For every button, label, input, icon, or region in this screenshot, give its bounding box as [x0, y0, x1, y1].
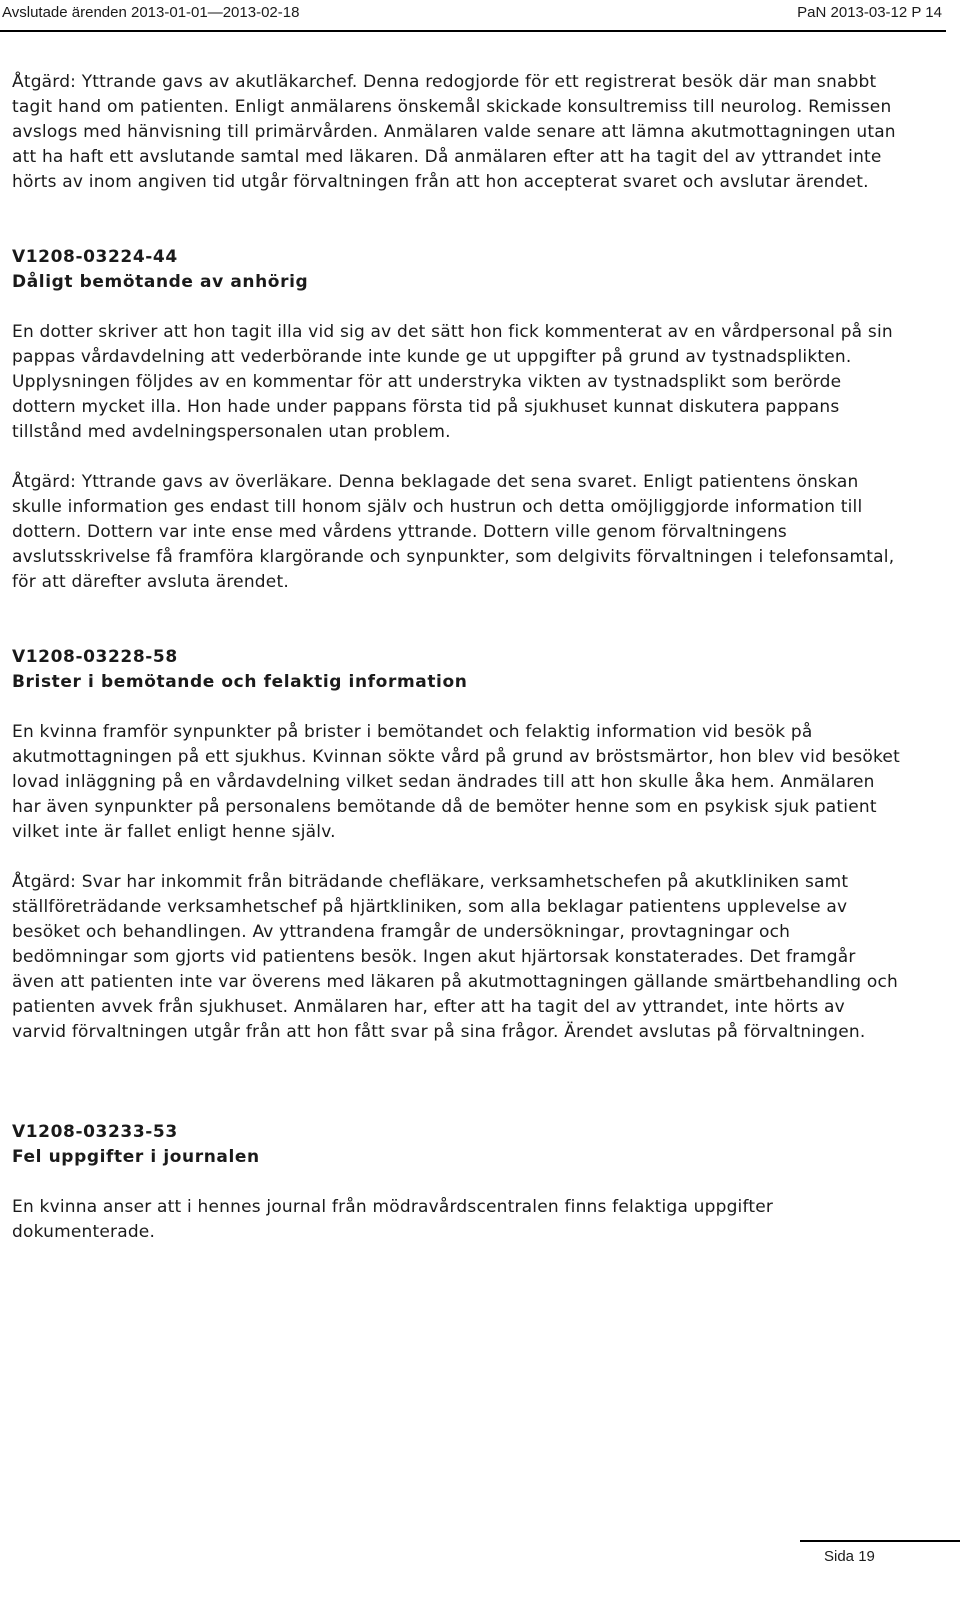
case-title: Fel uppgifter i journalen [12, 1147, 260, 1167]
case-section [12, 245, 902, 595]
case-title: Dåligt bemötande av anhörig [12, 272, 309, 292]
header-meeting-reference: PaN 2013-03-12 P 14 [797, 4, 942, 21]
case-description: En kvinna framför synpunkter på brister i bemötandet och felaktig information vid besök på akutmottagningen på ett sjukhus. Kvinnan sökte vård på grund av bröstsmärtor, hon blev vid besöket lovad inläggning på en vårdavdelning vilket sedan ändrades till att hon skulle åka hem. Anmälaren har även synpunkter på personalens bemötande då de bemöter henne som en psykisk sjuk patient vilket inte är fallet enligt henne själv. [12, 722, 900, 842]
header-report-title: Avslutade ärenden 2013-01-01—2013-02-18 [2, 4, 300, 21]
case-section [12, 1120, 902, 1245]
document-body [12, 70, 902, 1245]
case-action: Åtgärd: Svar har inkommit från biträdande chefläkare, verksamhetschefen på akutkliniken samt ställföreträdande verksamhetschef på hjärtkliniken, som alla beklagar patientens upplevelse av besöket och behandlingen. Av yttrandena framgår de undersökningar, provtagningar och bedömningar som gjorts vid patientens besök. Ingen akut hjärtorsak konstaterades. Det framgår även att patienten inte var överens med läkaren på akutmottagningen gällande smärtbehandling och patienten avvek från sjukhuset. Anmälaren har, efter att ha tagit del av yttrandet, inte hörts av varvid förvaltningen utgår från att hon fått svar på sina frågor. Ärendet avslutas på förvaltningen. [12, 872, 899, 1042]
case-action: Åtgärd: Yttrande gavs av överläkare. Denna beklagade det sena svaret. Enligt patientens önskan skulle information ges endast till honom själv och hustrun och detta omöjliggjorde information till dottern. Dottern var inte ense med vårdens yttrande. Dottern ville genom förvaltningens avslutsskrivelse få framföra klargörande och synpunkter, som delgivits förvaltningen i telefonsamtal, för att därefter avsluta ärendet. [12, 472, 895, 592]
page-footer [800, 1540, 960, 1574]
case-id: V1208-03224-44 [12, 247, 178, 267]
page-number: Sida 19 [824, 1548, 875, 1565]
intro-action-paragraph: Åtgärd: Yttrande gavs av akutläkarchef. Denna redogjorde för ett registrerat besök där man snabbt tagit hand om patienten. Enligt anmälarens önskemål skickade konsultremiss till neurolog. Remissen avslogs med hänvisning till primärvården. Anmälaren valde senare att lämna akutmottagningen utan att ha haft ett avslutande samtal med läkaren. Då anmälaren efter att ha tagit del av yttrandet inte hörts av inom angiven tid utgår förvaltningen från att hon accepterat svaret och avslutar ärendet. [12, 72, 896, 192]
case-title: Brister i bemötande och felaktig information [12, 672, 468, 692]
case-description: En kvinna anser att i hennes journal från mödravårdscentralen finns felaktiga uppgifter dokumenterade. [12, 1197, 774, 1242]
case-id: V1208-03228-58 [12, 647, 178, 667]
case-id: V1208-03233-53 [12, 1122, 178, 1142]
page-header [0, 0, 946, 32]
case-section [12, 645, 902, 1045]
case-description: En dotter skriver att hon tagit illa vid sig av det sätt hon fick kommenterat av en vårdpersonal på sin pappas vårdavdelning att vederbörande inte kunde ge ut uppgifter på grund av tystnadsplikten. Upplysningen följdes av en kommentar för att understryka vikten av tystnadsplikt som berörde dottern mycket illa. Hon hade under pappans första tid på sjukhuset kunnat diskutera pappans tillstånd med avdelningspersonalen utan problem. [12, 322, 893, 442]
